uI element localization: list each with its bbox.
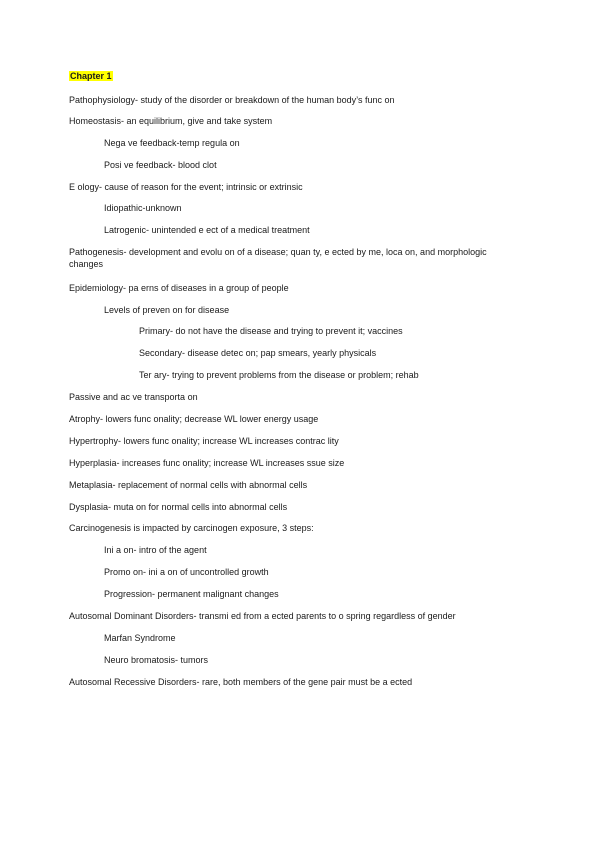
note-line-levels-of-prevention: Levels of preven on for disease [104, 305, 230, 315]
note-line-pathophysiology: Pathophysiology- study of the disorder or breakdown of the human body’s func on [69, 95, 395, 105]
note-line-promotion: Promo on- ini a on of uncontrolled growth [104, 567, 269, 577]
note-line-autosomal-dominant: Autosomal Dominant Disorders- transmi ed from a ected parents to o spring regardless of gender [69, 611, 456, 621]
note-line-etiology: E ology- cause of reason for the event; intrinsic or extrinsic [69, 182, 303, 192]
note-line-positive-feedback: Posi ve feedback- blood clot [104, 160, 217, 170]
chapter-heading: Chapter 1 [70, 71, 112, 81]
note-line-initiation: Ini a on- intro of the agent [104, 545, 207, 555]
note-line-homeostasis: Homeostasis- an equilibrium, give and take system [69, 116, 273, 126]
note-line-atrophy: Atrophy- lowers func onality; decrease WL lower energy usage [69, 414, 319, 424]
note-line-epidemiology: Epidemiology- pa erns of diseases in a group of people [69, 283, 289, 293]
note-line-progression: Progression- permanent malignant changes [104, 589, 279, 599]
note-line-tertiary: Ter ary- trying to prevent problems from the disease or problem; rehab [139, 370, 419, 380]
note-line-dysplasia: Dysplasia- muta on for normal cells into abnormal cells [69, 502, 288, 512]
note-line-marfan: Marfan Syndrome [104, 633, 176, 643]
note-line-secondary: Secondary- disease detec on; pap smears, yearly physicals [139, 348, 377, 358]
note-line-idiopathic: Idiopathic-unknown [104, 203, 182, 213]
note-line-negative-feedback: Nega ve feedback-temp regula on [104, 138, 240, 148]
note-line-autosomal-recessive: Autosomal Recessive Disorders- rare, both members of the gene pair must be a ected [69, 677, 413, 687]
note-line-pathogenesis: Pathogenesis- development and evolu on of a disease; quan ty, e ected by me, loca on, and morphologic changes [69, 247, 487, 269]
note-line-carcinogenesis: Carcinogenesis is impacted by carcinogen exposure, 3 steps: [69, 523, 314, 533]
note-line-neurofibromatosis: Neuro bromatosis- tumors [104, 655, 209, 665]
chapter-heading-line [69, 70, 113, 82]
note-line-transport: Passive and ac ve transporta on [69, 392, 198, 402]
note-line-primary: Primary- do not have the disease and trying to prevent it; vaccines [139, 326, 403, 336]
note-line-hypertrophy: Hypertrophy- lowers func onality; increase WL increases contrac lity [69, 436, 339, 446]
note-line-iatrogenic: Latrogenic- unintended e ect of a medical treatment [104, 225, 310, 235]
note-line-hyperplasia: Hyperplasia- increases func onality; increase WL increases ssue size [69, 458, 345, 468]
note-line-metaplasia: Metaplasia- replacement of normal cells with abnormal cells [69, 480, 308, 490]
